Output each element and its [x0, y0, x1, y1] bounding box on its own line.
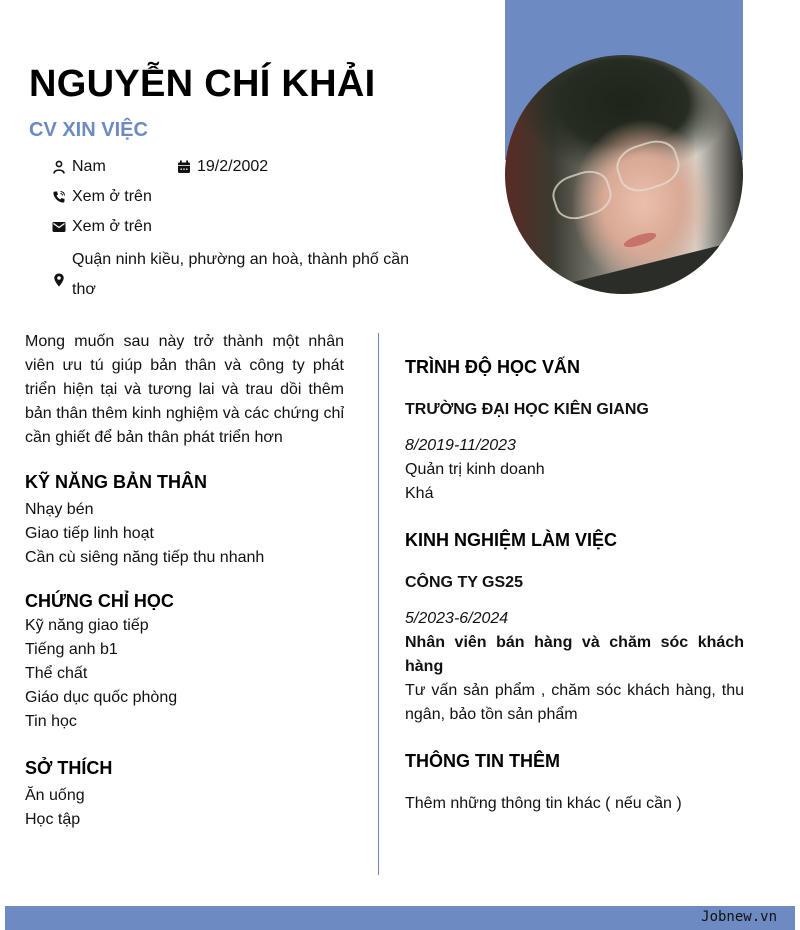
list-item: Ăn uống [25, 787, 85, 804]
list-item: Thể chất [25, 665, 88, 682]
address-value: Quận ninh kiều, phường an hoà, thành phố cần thơ [72, 251, 410, 298]
footer-brand: Jobnew.vn [701, 909, 777, 925]
education-title: TRÌNH ĐỘ HỌC VẤN [405, 357, 580, 377]
glasses-shape [548, 165, 617, 225]
additional-text: Thêm những thông tin khác ( nếu cần ) [405, 795, 682, 812]
experience-period: 5/2023-6/2024 [405, 610, 509, 627]
job-position: Nhân viên bán hàng và chăm sóc khách hàng [405, 634, 744, 675]
email-value: Xem ở trên [72, 218, 152, 235]
envelope-icon [52, 220, 66, 234]
skills-title: KỸ NĂNG BẢN THÂN [25, 472, 207, 492]
hobbies-list [25, 784, 85, 832]
profile-photo [505, 55, 743, 294]
gender-value: Nam [72, 158, 106, 175]
cv-subtitle: CV XIN VIỆC [29, 119, 148, 141]
list-item: Tiếng anh b1 [25, 641, 118, 658]
education-grade: Khá [405, 485, 434, 502]
hobbies-title: SỞ THÍCH [25, 758, 113, 778]
skills-list [25, 498, 264, 570]
experience-title: KINH NGHIỆM LÀM VIỆC [405, 530, 618, 550]
company-name: CÔNG TY GS25 [405, 574, 523, 591]
list-item: Cần cù siêng năng tiếp thu nhanh [25, 549, 265, 566]
gender-row [52, 158, 106, 176]
address-row [52, 245, 432, 305]
birthday-row [177, 158, 268, 176]
map-pin-icon [52, 268, 66, 282]
certificates-title: CHỨNG CHỈ HỌC [25, 591, 174, 611]
list-item: Giáo dục quốc phòng [25, 689, 178, 706]
calendar-icon [177, 160, 191, 174]
certificates-list [25, 614, 177, 734]
glasses-shape [611, 135, 684, 198]
career-objective: Mong muốn sau này trở thành một nhân viên ưu tú giúp bản thân và công ty phát triển hiện tại và tương lai và trau dồi thêm bản thân thêm kinh nghiệm và các chứng chỉ cần ghiết để bản thân phát triển hơn [25, 333, 344, 446]
footer-bar [5, 906, 795, 930]
column-divider [378, 333, 379, 875]
user-icon [52, 160, 66, 174]
list-item: Nhạy bén [25, 501, 94, 518]
list-item: Tin học [25, 713, 77, 730]
education-major: Quản trị kinh doanh [405, 461, 545, 478]
birthday-value: 19/2/2002 [197, 158, 269, 175]
school-name: TRƯỜNG ĐẠI HỌC KIÊN GIANG [405, 401, 649, 418]
candidate-name: NGUYỄN CHÍ KHẢI [29, 63, 376, 105]
email-row [52, 218, 152, 236]
phone-icon [52, 190, 66, 204]
education-period: 8/2019-11/2023 [405, 437, 516, 454]
job-description: Tư vấn sản phẩm , chăm sóc khách hàng, thu ngân, bảo tồn sản phẩm [405, 682, 744, 723]
phone-value: Xem ở trên [72, 188, 152, 205]
additional-title: THÔNG TIN THÊM [405, 751, 560, 771]
list-item: Giao tiếp linh hoạt [25, 525, 154, 542]
list-item: Học tập [25, 811, 81, 828]
list-item: Kỹ năng giao tiếp [25, 617, 149, 634]
phone-row [52, 188, 152, 206]
